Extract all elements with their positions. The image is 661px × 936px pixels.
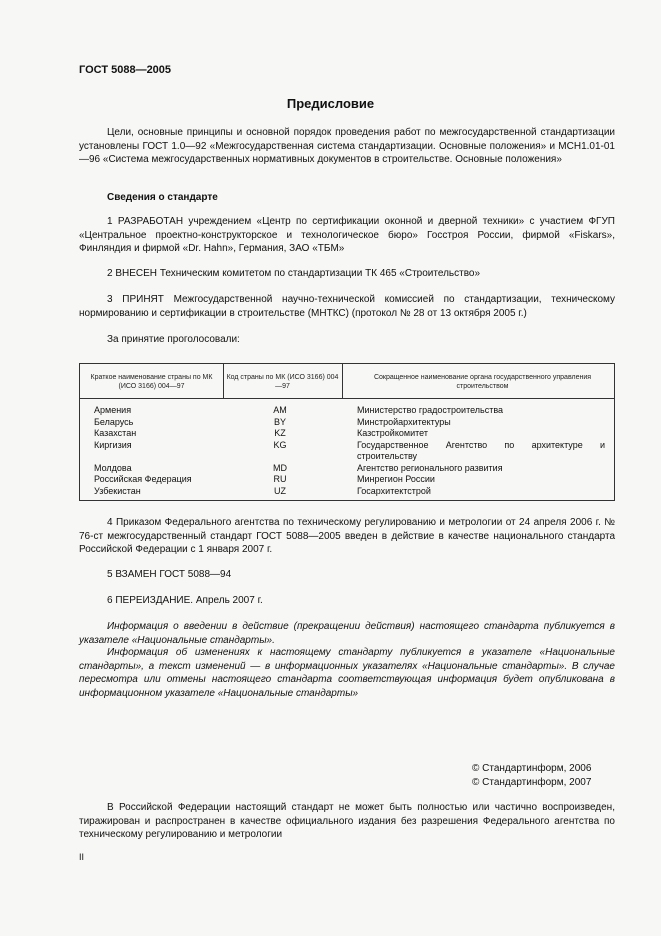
item-3 — [79, 293, 615, 320]
country-cell: Армения — [94, 405, 132, 415]
info-heading: Сведения о стандарте — [107, 192, 218, 203]
code-cell: BY — [273, 416, 286, 427]
code-cell: KG — [273, 439, 287, 450]
item-2-text: Техническим комитетом по стандартизации ТК 465 «Строительство» — [159, 268, 481, 279]
country-cell: Казахстан — [94, 428, 137, 438]
info-note-2: Информация об изменениях к настоящему стандарту публикуется в указателе «Национальные стандарты», а текст изменений — в информационных указателях «Национальные стандарты». В случае пересмотра или отмены настоящего стандарта соответствующая информация будет опубликована в информационном указателе «Национальные стандарты» — [79, 647, 615, 699]
voting-table — [79, 363, 615, 501]
org-cell: Минрегион России — [357, 474, 435, 484]
org-cell: Казстройкомитет — [357, 428, 428, 438]
header-code: Код страны по МК (ИСО 3166) 004—97 — [226, 374, 339, 390]
code-cell: UZ — [274, 485, 286, 496]
copyright-2007: © Стандартинформ, 2007 — [472, 777, 592, 788]
column-divider — [223, 364, 224, 398]
item-3-text: Межгосударственной научно-технической комиссией по стандартизации, техническому нормированию и сертификации в строительстве (МНТКС) (протокол № 28 от 13 октября 2005 г.) — [79, 294, 616, 319]
country-cell: Узбекистан — [94, 485, 141, 496]
country-cell: Беларусь — [94, 416, 134, 427]
item-1-num: 1 — [107, 216, 113, 227]
org-cell: Государственное Агентство по архитектуре и строительству — [357, 439, 605, 461]
info-note-1: Информация о введении в действие (прекращении действия) настоящего стандарта публикуется в указателе «Национальные стандарты». — [79, 621, 615, 646]
item-3-lead: ПРИНЯТ — [122, 294, 164, 305]
code-cell: RU — [273, 474, 287, 484]
code-cell: AM — [273, 405, 287, 415]
country-cell: Киргизия — [94, 439, 132, 450]
header-country: Краткое наименование страны по МК (ИСО 3166) 004—97 — [90, 374, 213, 390]
voted-label: За принятие проголосовали: — [107, 334, 240, 345]
org-cell: Госархитектстрой — [357, 485, 431, 496]
country-cell: Молдова — [94, 462, 132, 473]
item-4-num: 4 — [107, 517, 113, 528]
page-number: II — [79, 852, 85, 862]
item-6-num: 6 — [107, 595, 113, 606]
org-cell: Министерство градостроительства — [357, 405, 504, 415]
item-5 — [79, 568, 615, 582]
item-1-text: учреждением «Центр по сертификации оконной и дверной техники» с участием ФГУП «Центральное проектно-конструкторское и технологическое бюро» Госстроя России, фирмой «Fiskars», Финляндия и фирмой «Dr. Hahn», Германия, ЗАО «ТБМ» — [79, 216, 615, 254]
item-4-text: Приказом Федерального агентства по техническому регулированию и метрологии от 24 апреля 2006 г. № 76-ст межгосударственный стандарт ГОСТ 5088—2005 введен в действие в качестве национального стандарта Российской Федерации с 1 января 2007 г. — [79, 517, 616, 555]
table-header — [80, 364, 614, 399]
document-header: ГОСТ 5088—2005 — [79, 64, 172, 76]
item-5-lead: ВЗАМЕН ГОСТ 5088—94 — [115, 569, 232, 580]
code-cell: MD — [273, 462, 287, 473]
item-1-lead: РАЗРАБОТАН — [117, 216, 184, 227]
item-1 — [79, 215, 615, 256]
copyright-2006: © Стандартинформ, 2006 — [472, 763, 592, 774]
code-cell: KZ — [274, 428, 286, 438]
legal-notice: В Российской Федерации настоящий стандарт не может быть полностью или частично воспроизведен, тиражирован и распространен в качестве официального издания без разрешения Федерального агентства по техническому регулированию и метрологии — [79, 802, 615, 840]
item-3-num: 3 — [107, 294, 113, 305]
intro-paragraph: Цели, основные принципы и основной порядок проведения работ по межгосударственной стандартизации установлены ГОСТ 1.0—92 «Межгосударственная система стандартизации. Основные положения» и МСН1.01-01—96 «Система межгосударственных нормативных документов в строительстве. Основные положения» — [79, 127, 615, 165]
item-5-num: 5 — [107, 569, 113, 580]
org-cell: Агентство регионального развития — [357, 462, 503, 473]
country-cell: Российская Федерация — [94, 474, 192, 484]
item-6-lead: ПЕРЕИЗДАНИЕ. — [115, 595, 194, 606]
column-divider — [342, 364, 343, 398]
item-6 — [79, 594, 615, 608]
page-title: Предисловие — [286, 96, 375, 111]
org-cell: Минстройархитектуры — [357, 416, 451, 427]
item-2-num: 2 — [107, 268, 113, 279]
header-organization: Сокращенное наименование органа государственного управления строительством — [373, 374, 592, 390]
item-2 — [79, 267, 615, 281]
item-6-text: Апрель 2007 г. — [195, 595, 263, 606]
item-2-lead: ВНЕСЕН — [115, 268, 158, 279]
item-4 — [79, 516, 615, 557]
